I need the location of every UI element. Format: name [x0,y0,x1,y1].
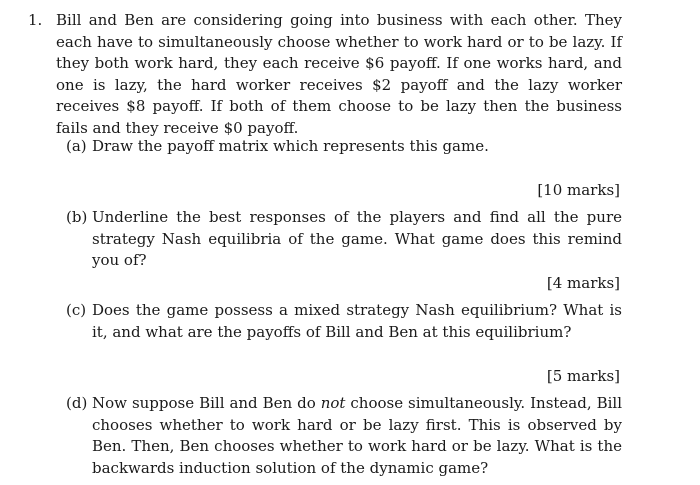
part-c-marks: [5 marks] [546,367,620,385]
part-d-text-after: choose simultaneously. Instead, Bill chooses whether to work hard or be lazy first. This is observed by Ben. Then, Ben chooses whether to work hard or be lazy. What is the backwards induction solution of the dynamic game? [92,394,622,477]
question-number: 1. [28,11,43,29]
part-a-marks: [10 marks] [537,181,620,199]
part-d-text-emphasis: not [320,394,346,412]
part-c-label: (c) [66,301,87,319]
part-c-text: Does the game possess a mixed strategy Nash equilibrium? What is it, and what are the payoffs of Bill and Ben at this equilibrium? [92,301,622,341]
question-text: Bill and Ben are considering going into business with each other. They each have to simultaneously choose whether to work hard or to be lazy. If they both work hard, they each receive $6 payoff. If one works hard, and one is lazy, the hard worker receives $2 payoff and the lazy worker receives $8 payoff. If both of them choose to be lazy then the business fails and they receive $0 payoff. [56,11,622,137]
part-d-label: (d) [66,394,88,412]
part-d-text-before: Now suppose Bill and Ben do [92,394,321,412]
part-d-text [92,393,622,479]
part-b-label: (b) [66,208,88,226]
part-b-marks: [4 marks] [546,274,620,292]
part-a-text: Draw the payoff matrix which represents this game. [92,137,489,155]
part-b-text: Underline the best responses of the players and find all the pure strategy Nash equilibria of the game. What game does this remind you of? [92,208,622,269]
part-a-label: (a) [66,137,87,155]
